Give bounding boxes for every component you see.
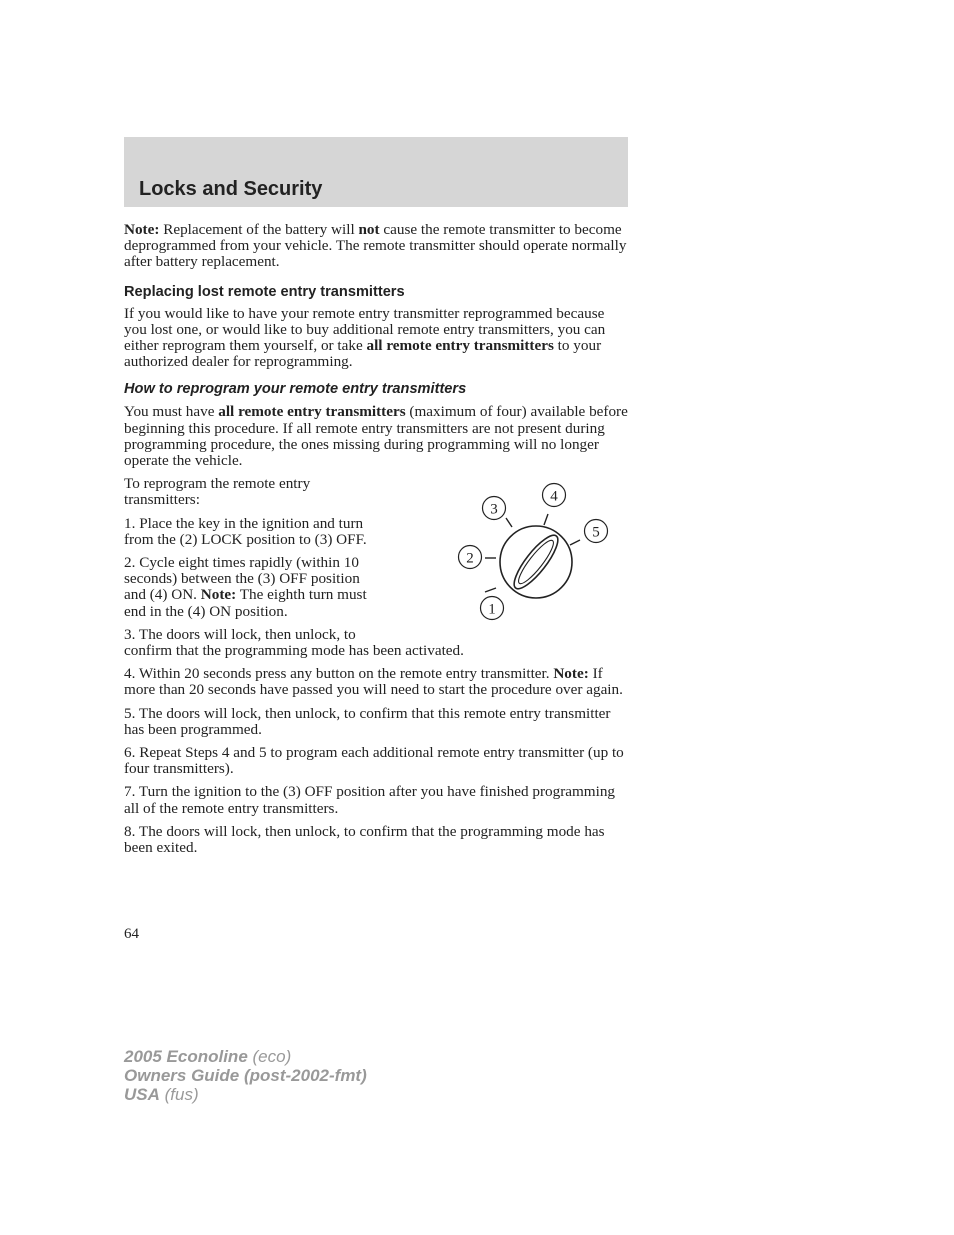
callout-label-1: 1 xyxy=(488,601,496,618)
section-title: Locks and Security xyxy=(139,178,323,200)
battery-note-paragraph: Note: Replacement of the battery will not cause the remote transmitter to become deprogrammed from your vehicle. The remote transmitter should operate normally after battery replacement. xyxy=(124,221,627,271)
footer-line-3: USA (fus) xyxy=(124,1085,199,1104)
tick-4 xyxy=(544,514,548,525)
step-7: 7. Turn the ignition to the (3) OFF position after you have finished programming all of the remote entry transmitters. xyxy=(124,783,616,817)
callout-label-2: 2 xyxy=(466,550,474,567)
tick-3 xyxy=(506,518,512,527)
step-3: 3. The doors will lock, then unlock, to confirm that the programming mode has been activated. xyxy=(124,625,464,660)
reprogram-heading: How to reprogram your remote entry transmitters xyxy=(124,381,467,398)
step-8: 8. The doors will lock, then unlock, to confirm that the programming mode has been exited. xyxy=(124,822,605,857)
section-header-band xyxy=(124,137,628,207)
page-content xyxy=(124,222,630,863)
tick-1 xyxy=(485,588,496,592)
callout-label-3: 3 xyxy=(490,501,498,518)
step-2: 2. Cycle eight times rapidly (within 10 seconds) between the (3) OFF position and (4) ON. Note: The eighth turn must end in the (4) ON position. xyxy=(124,554,367,620)
note-label: Note: xyxy=(124,221,160,238)
footer-line-2: Owners Guide (post-2002-fmt) xyxy=(124,1066,367,1085)
callout-label-4: 4 xyxy=(550,488,558,505)
step-6: 6. Repeat Steps 4 and 5 to program each additional remote entry transmitter (up to four transmitters). xyxy=(124,744,624,778)
document-footer xyxy=(124,1047,367,1104)
step-5: 5. The doors will lock, then unlock, to confirm that this remote entry transmitter has been programmed. xyxy=(124,704,611,738)
reprogram-intro: You must have all remote entry transmitters (maximum of four) available before beginning this procedure. If all remote entry transmitters are not present during programming procedure, the ones missing during programming will no longer operate the vehicle. xyxy=(124,403,628,470)
ignition-diagram xyxy=(392,476,632,636)
tick-5 xyxy=(570,540,580,545)
callout-label-5: 5 xyxy=(592,524,600,541)
replacing-heading: Replacing lost remote entry transmitters xyxy=(124,283,405,300)
reprogram-lead: To reprogram the remote entry transmitters: xyxy=(124,475,311,509)
footer-line-1: 2005 Econoline (eco) xyxy=(124,1047,292,1066)
replacing-paragraph: If you would like to have your remote entry transmitter reprogrammed because you lost one, or would like to buy additional remote entry transmitters, you can either reprogram them yourself, or take all remote entry transmitters to your authorized dealer for reprogramming. xyxy=(124,304,606,371)
ignition-cylinder-icon xyxy=(392,476,632,636)
step-4: 4. Within 20 seconds press any button on the remote entry transmitter. Note: If more than 20 seconds have passed you will need to start the procedure over again. xyxy=(124,665,623,699)
step-1: 1. Place the key in the ignition and turn from the (2) LOCK position to (3) OFF. xyxy=(124,514,367,548)
page-number: 64 xyxy=(124,926,139,942)
